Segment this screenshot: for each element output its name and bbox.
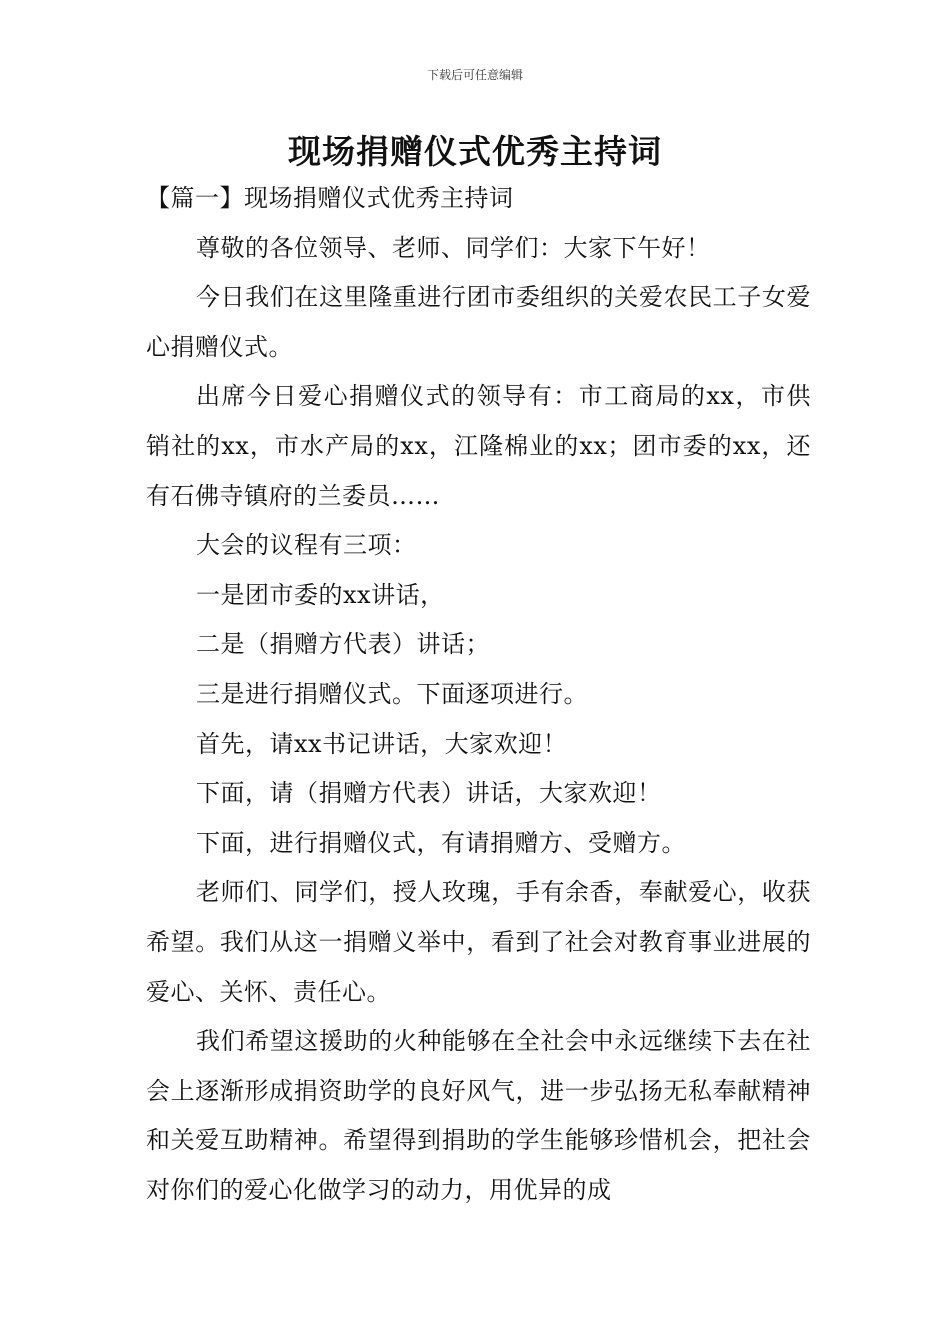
document-body <box>146 174 811 1215</box>
paragraph-agenda-intro: 大会的议程有三项： <box>196 531 417 560</box>
paragraph-agenda-item-2: 二是（捐赠方代表）讲话； <box>196 630 490 659</box>
paragraph-second-speech: 下面，请（捐赠方代表）讲话，大家欢迎！ <box>196 779 662 808</box>
paragraph-ceremony: 下面，进行捐赠仪式，有请捐赠方、受赠方。 <box>196 828 686 857</box>
paragraph-reflection: 老师们、同学们，授人玫瑰，手有余香，奉献爱心，收获希望。我们从这一捐赠义举中，看到了社会对教育事业进展的爱心、关怀、责任心。 <box>146 878 811 1006</box>
paragraph-first-speech: 首先，请xx书记讲话，大家欢迎！ <box>196 729 568 758</box>
header-note: 下载后可任意编辑 <box>426 68 523 82</box>
paragraph-agenda-item-3: 三是进行捐赠仪式。下面逐项进行。 <box>196 679 588 708</box>
document-title: 现场捐赠仪式优秀主持词 <box>288 132 662 171</box>
paragraph-greeting: 尊敬的各位领导、老师、同学们：大家下午好！ <box>196 233 711 262</box>
paragraph-opening: 今日我们在这里隆重进行团市委组织的关爱农民工子女爱心捐赠仪式。 <box>146 283 811 361</box>
section-heading: 【篇一】现场捐赠仪式优秀主持词 <box>146 184 514 212</box>
paragraph-hopes: 我们希望这援助的火种能够在全社会中永远继续下去在社会上逐渐形成捐资助学的良好风气，进一步弘扬无私奉献精神和关爱互助精神。希望得到捐助的学生能够珍惜机会，把社会对你们的爱心化做学习的动力，用优异的成 <box>146 1027 811 1204</box>
paragraph-attendees: 出席今日爱心捐赠仪式的领导有：市工商局的xx，市供销社的xx，市水产局的xx，江隆棉业的xx；团市委的xx，还有石佛寺镇府的兰委员…… <box>146 382 811 510</box>
paragraph-agenda-item-1: 一是团市委的xx讲话， <box>196 580 445 609</box>
